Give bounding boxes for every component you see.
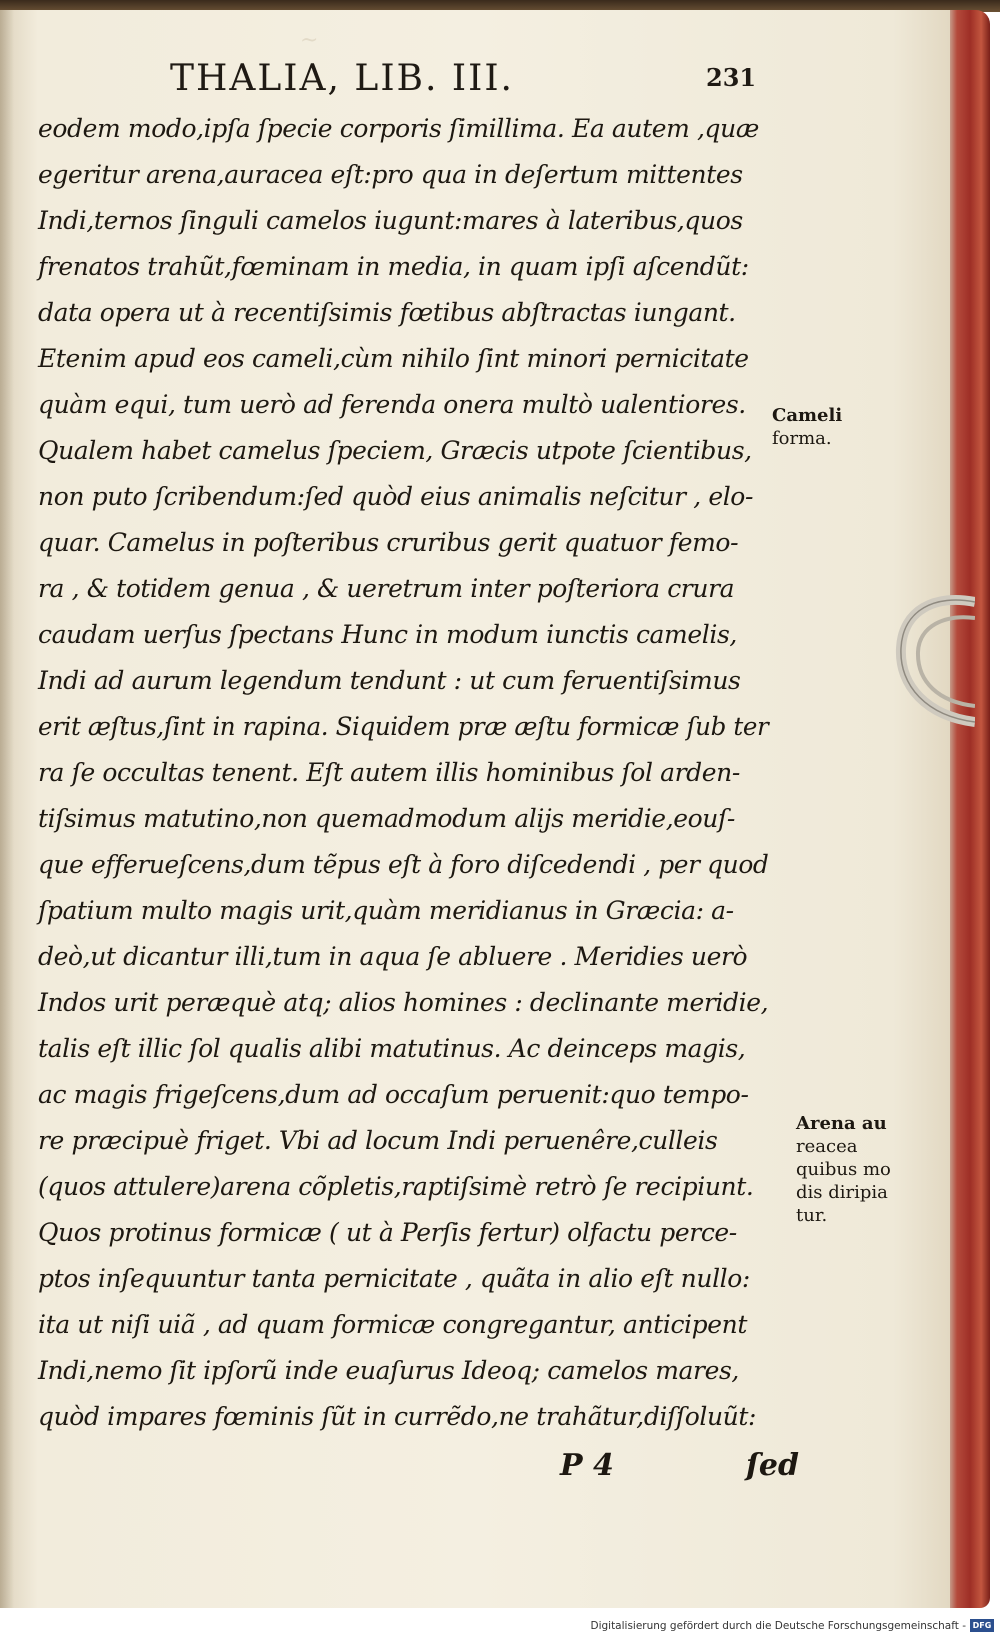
margin-note-line: forma.: [772, 428, 832, 449]
text-line: Etenim apud eos cameli,cùm nihilo ſint minori pernicitate: [38, 344, 749, 373]
text-line: quar. Camelus in poſteribus cruribus gerit quatuor femo-: [38, 528, 739, 557]
text-line: Indi,nemo ſit ipſorũ inde euaſurus Ideoq; camelos mares,: [38, 1356, 739, 1385]
text-line: egeritur arena,auracea eſt:pro qua in deſertum mittentes: [38, 160, 743, 189]
text-line: Quos protinus formicæ ( ut à Perſis fertur) olfactu perce-: [38, 1218, 737, 1247]
text-line: ſpatium multo magis urit,quàm meridianus in Græcia: a-: [38, 896, 734, 925]
signature-mark: P 4: [560, 1448, 614, 1483]
text-line: quàm equi, tum uerò ad ferenda onera multò ualentiores.: [38, 390, 746, 419]
margin-note-line: reacea: [796, 1136, 858, 1157]
margin-note-line: quibus mo: [796, 1159, 891, 1180]
text-line: erit æſtus,ſint in rapina. Siquidem præ æſtu formicæ ſub ter: [38, 712, 769, 741]
text-line: Qualem habet camelus ſpeciem, Græcis utpote ſcientibus,: [38, 436, 752, 465]
show-through-text: ~: [300, 28, 325, 53]
text-line: data opera ut à recentiſsimis fœtibus abſtractas iungant.: [38, 298, 736, 327]
text-line: caudam uerſus ſpectans Hunc in modum iunctis camelis,: [38, 620, 737, 649]
margin-note-line: Arena au: [796, 1113, 887, 1134]
margin-note-line: tur.: [796, 1205, 828, 1226]
text-line: Indos urit peræquè atq; alios homines : declinante meridie,: [38, 988, 769, 1017]
text-line: talis eſt illic ſol qualis alibi matutinus. Ac deinceps magis,: [38, 1034, 746, 1063]
text-line: ac magis frigeſcens,dum ad occaſum peruenit:quo tempo-: [38, 1080, 749, 1109]
catchword: ſed: [746, 1448, 799, 1483]
text-line: non puto ſcribendum:ſed quòd eius animalis neſcitur , elo-: [38, 482, 754, 511]
text-line: deò,ut dicantur illi,tum in aqua ſe abluere . Meridies uerò: [38, 942, 748, 971]
text-line: ra ſe occultas tenent. Eſt autem illis hominibus ſol arden-: [38, 758, 740, 787]
text-line: eodem modo,ipſa ſpecie corporis ſimillima. Ea autem ,quæ: [38, 114, 759, 143]
text-line: Indi ad aurum legendum tendunt : ut cum feruentiſsimus: [38, 666, 741, 695]
paper-clip-icon: [875, 588, 975, 738]
margin-note-arena: [796, 1112, 891, 1227]
text-line: Indi,ternos ſinguli camelos iugunt:mares à lateribus,quos: [38, 206, 743, 235]
text-line: (quos attulere)arena cõpletis,raptiſsimè retrò ſe recipiunt.: [38, 1172, 754, 1201]
text-line: ita ut niſi uiã , ad quam formicæ congregantur, anticipent: [38, 1310, 747, 1339]
digitization-credit: Digitalisierung gefördert durch die Deutsche Forschungsgemeinschaft -: [590, 1620, 966, 1632]
text-line: ra , & totidem genua , & ueretrum inter poſteriora crura: [38, 574, 735, 603]
text-line: frenatos trahũt,fœminam in media, in quam ipſi aſcendũt:: [38, 252, 749, 281]
text-line: tiſsimus matutino,non quemadmodum alijs meridie,eouſ-: [38, 804, 735, 833]
text-line: que efferueſcens,dum tẽpus eſt à foro diſcedendi , per quod: [38, 850, 769, 879]
margin-note-line: dis diripia: [796, 1182, 888, 1203]
text-line: re præcipuè friget. Vbi ad locum Indi peruenêre,culleis: [38, 1126, 718, 1155]
dfg-logo: DFG: [970, 1619, 994, 1632]
text-line: ptos inſequuntur tanta pernicitate , quãta in alio eſt nullo:: [38, 1264, 750, 1293]
running-head: THALIA, LIB. III.: [170, 58, 514, 99]
margin-note-line: Cameli: [772, 405, 843, 426]
book-red-edge: [946, 10, 990, 1608]
gutter-shadow: [0, 10, 14, 1608]
page-number: 231: [706, 63, 757, 92]
margin-note-cameli: [772, 404, 842, 450]
text-line: quòd impares fœminis ſũt in currẽdo,ne trahãtur,diſſoluũt:: [38, 1402, 757, 1431]
